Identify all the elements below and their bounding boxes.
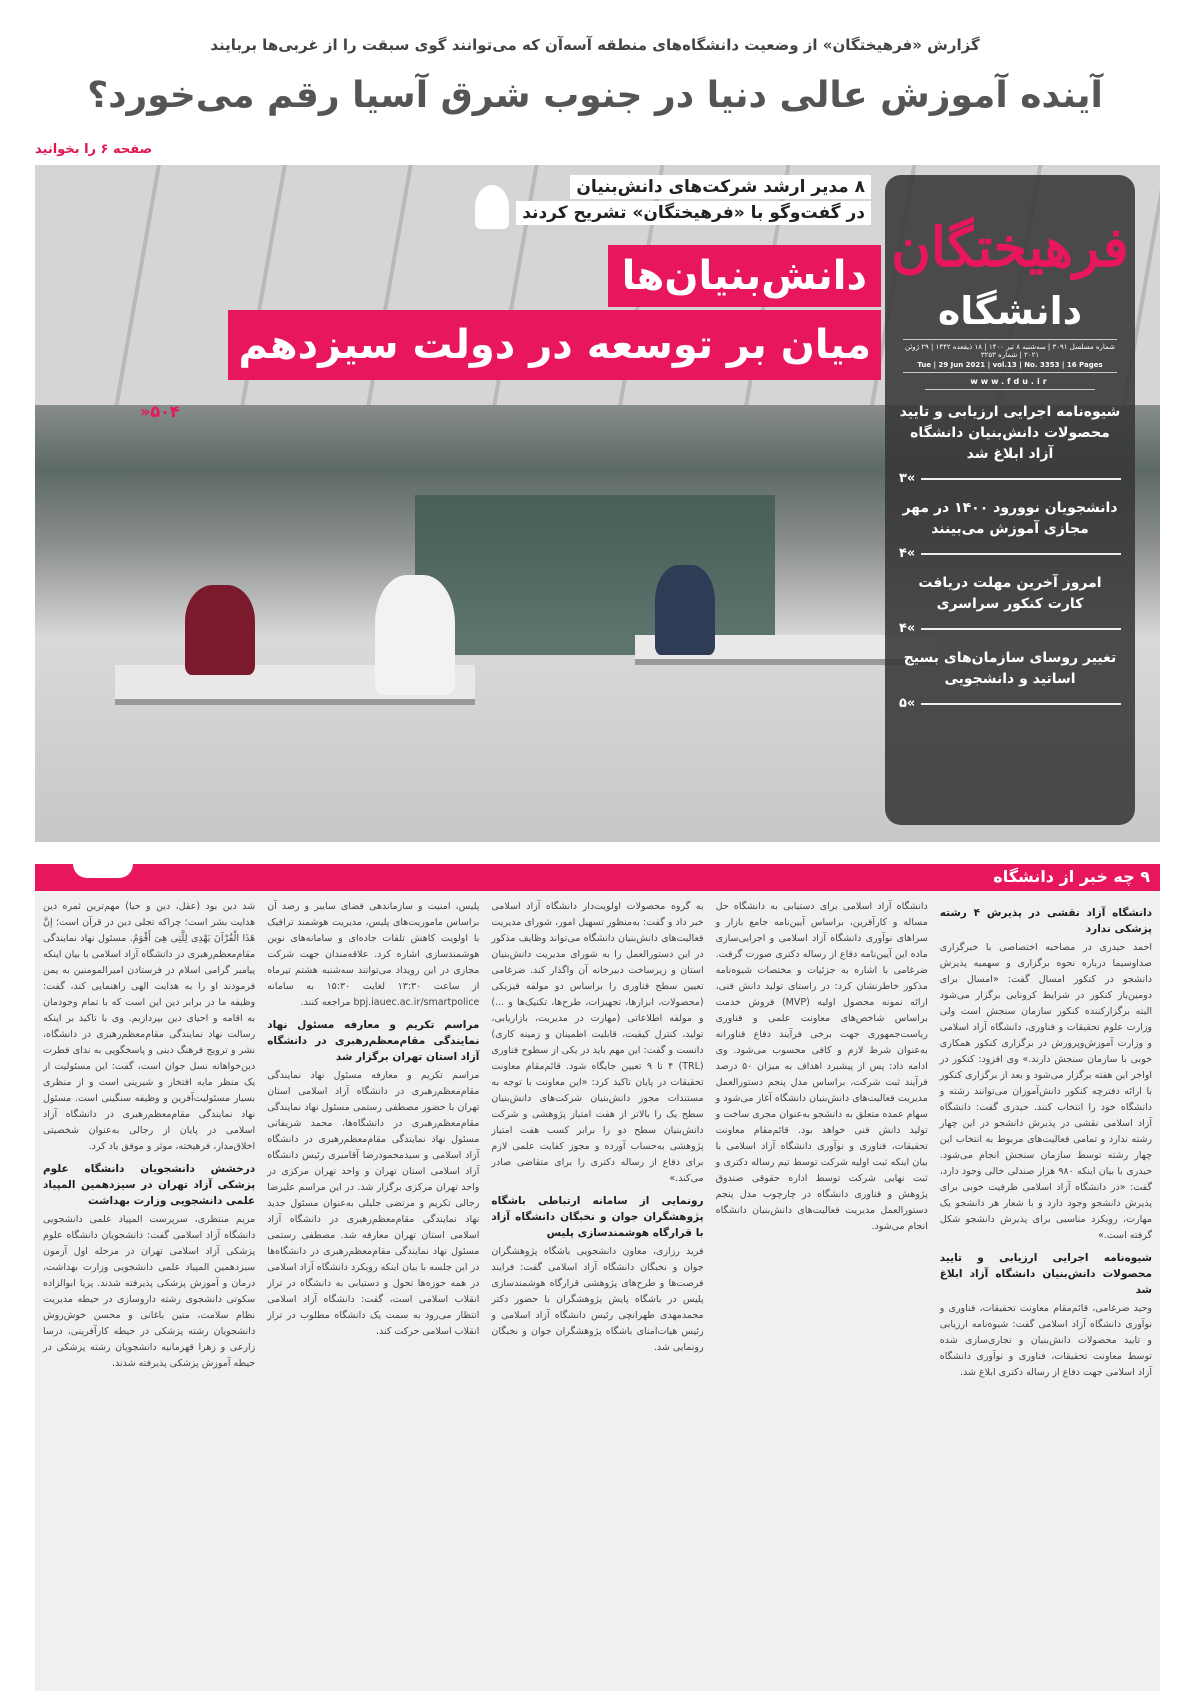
column	[267, 899, 479, 1683]
article-text: احمد حیدری در مصاحبه اختصاصی با خبرگزاری صداوسیما درباره نحوه برگزاری و سهمیه پذیرش دانشجو در کنکور امسال گفت: «امسال برای دومین‌بار کنکور در شرایط کرونایی برگزار می‌شود البته برگزارکننده کنکور سازمان سنجش است ولی وزارت علوم تحقیقات و فناوری، دانشگاه آزاد اسلامی و وزارت آموزش‌وپرورش در برگزاری کنکور همکاری خوبی با سازمان سنجش دارند.» وی افزود: کنکور در اواخر این هفته برگزار می‌شود و بعد از برگزاری کنکور با ارائه دفترچه کنکور دانش‌آموزان می‌توانند رشته و دانشگاه خود را انتخاب کنند. حیدری گفت: دانشگاه آزاد اسلامی نقشی در پذیرش دانشجو در این چهار رشته ندارد و تمامی فعالیت‌های مربوط به انتخاب این چهار رشته توسط سازمان سنجش انجام می‌شود. حیدری با بیان اینکه ۹۸۰ هزار صندلی خالی وجود دارد، گفت: «در دانشگاه آزاد اسلامی ظرفیت خوبی برای پذیرش دانشجو وجود دارد و با شعار هر دانشجو یک مهارت، رویکرد مناسبی برای پذیرش دانشجو شکل گرفته است.»	[939, 942, 1152, 1241]
glass-wall	[415, 495, 775, 655]
article-text: شد دین بود (عقل، دین و حیا) مهم‌ترین ثمره دین هدایت بشر است؛ چراکه تجلی دین در قرآن است؛ إنَّ هَذَا الْقُرْآنَ یَهْدِی لِلَّتِی هِیَ أَقْوَمُ. مسئول نهاد نمایندگی مقام‌معظم‌رهبری در دانشگاه آزاد اسلامی با بیان اینکه پیامبر گرامی اسلام در فرستادن امیرالمومنین به یمن فرمودند او را به هدایت الهی راهنمایی کند، گفت: وظیفه ما در برابر دین این است که با تمام وجودمان به اقامه و احیای دین بپردازیم. وی با تاکید بر اینکه رسالت نهاد نمایندگی مقام‌معظم‌رهبری در دانشگاه، نشر و ترویج فرهنگ دینی و پاسخگویی به ندای فطرت دین‌خواهانه نسل جوان است، گفت: این مسئولیت از یک منظر مایه افتخار و شیرینی است و از منظری بسیار مسئولیت‌آفرین و وظیفه سنگینی است. مسئول نهاد نمایندگی مقام‌معظم‌رهبری در دانشگاه آزاد اسلامی در پایان از رجالی به‌عنوان شخصیتی اخلاق‌مدار، فرهیخته، موثر و موفق یاد کرد.	[42, 901, 256, 1152]
article-text: مریم منتظری، سرپرست المپیاد علمی دانشجویی دانشگاه آزاد اسلامی گفت: دانشجویان دانشگاه علوم پزشکی آزاد اسلامی تهران در مرحله اول آزمون سیزدهمین المپیاد علمی دانشجویی وزارت بهداشت، درمان و آموزش پزشکی پذیرفته شدند. پریا ابوالزاده سکوتی دانشجوی رشته داروسازی در حیطه مدیریت نظام سلامت، متین باغانی و محسن خوش‌روش دانشجویان رشته پزشکی در حیطه کارآفرینی، درسا زارعی و زهرا قهرمانیه دانشجویان رشته پزشکی در حیطه آموزش پزشکی پذیرفته شدند.	[42, 1214, 256, 1369]
issue-info-fa: شماره مسلسل ۳۰۹۱ | سه‌شنبه ۸ تیر ۱۴۰۰ | ۱۸ ذیقعده ۱۴۴۲ | ۲۹ ژوئن ۲۰۲۱ | شماره ۳۲۵۳	[903, 339, 1117, 359]
article-text: وحید ضرغامی، قائم‌مقام معاونت تحقیقات، فناوری و نوآوری دانشگاه آزاد اسلامی گفت: شیوه‌نامه ارزیابی و تایید محصولات دانش‌بنیان و تجاری‌سازی شده توسط معاونت تحقیقات، فناوری و نوآوری دانشگاه آزاد اسلامی جهت دفاع از رساله دکتری ابلاغ شد.	[939, 1303, 1152, 1378]
teaser[interactable]	[885, 486, 1135, 561]
read-more-link[interactable]: صفحه ۶ را بخوانید	[35, 142, 153, 157]
article-heading[interactable]: رونمایی از سامانه ارتباطی باشگاه پژوهشگران جوان و نخبگان دانشگاه آزاد با قرارگاه هوشمندسازی پلیس	[491, 1195, 704, 1239]
masthead	[885, 175, 1135, 825]
person	[375, 575, 455, 695]
website-url[interactable]: www.fdu.ir	[925, 377, 1095, 390]
teaser-page: ۵«	[899, 696, 916, 711]
issue-info-en: Tue | 29 Jun 2021 | vol.13 | No. 3353 | 16 Pages	[903, 359, 1117, 373]
article-text: پلیس، امنیت و سازماندهی فضای سایبر و رصد آن براساس ماموریت‌های پلیس، مدیریت هوشمند ترافیک با اولویت کاهش تلفات جاده‌ای و سامانه‌های نوین هوشمندسازی اشاره کرد. علاقه‌مندان جهت شرکت مجازی در این رویداد می‌توانند سه‌شنبه هشتم تیرماه از ساعت ۱۳:۳۰ لغایت ۱۵:۳۰ به سامانه bpj.iauec.ac.ir/smartpolice مراجعه کنند.	[267, 901, 480, 1008]
column	[43, 899, 255, 1683]
article-text: دانشگاه آزاد اسلامی برای دستیابی به دانشگاه حل مساله و کارآفرین، براساس آیین‌نامه جامع بازار و سراهای نوآوری دانشگاه آزاد اسلامی و اجرایی‌سازی ماده این آیین‌نامه دفاع از رساله دکتری صورت گرفت. ضرغامی با اشاره به جزئیات و مختصات شیوه‌نامه مذکور خاطرنشان کرد: در راستای تولید دانش فنی، ارائه نمونه محصول اولیه (MVP) فروش خدمت براساس شاخص‌های معاونت علمی و فناوری ریاست‌جمهوری جهت برخی فرآیند دفاع فناورانه به‌عنوان شرط لازم و کافی محسوب می‌شود. وی ادامه داد: پس از پیشبرد اهداف به میزان ۵۰ درصد فرآیند ثبت شرکت، براساس مدل پنجم دستورالعمل مدیریت فعالیت‌های دانش‌بنیان دانشگاه آغاز می‌شود و سهام عمده متعلق به دانشجو به‌عنوان مجری ساخت و تولید دانش فنی خواهد بود. قائم‌مقام معاونت تحقیقات، فناوری و نوآوری دانشگاه آزاد اسلامی با بیان اینکه ثبت اولیه شرکت توسط تیم رساله دکتری و ثبت نهایی شرکت توسط اداره حقوقی صندوق پژوهش و فناوری دانشگاه در چارچوب مدل پنجم دستورالعمل مدیریت فعالیت‌های دانش‌بنیان دانشگاه انجام می‌شود.	[715, 901, 928, 1232]
article-text: فرید رزازی، معاون دانشجویی باشگاه پژوهشگران جوان و نخبگان دانشگاه آزاد اسلامی گفت: فرایند فرصت‌ها و طرح‌های پژوهشی قرارگاه هوشمندسازی پلیس در باشگاه پایش پژوهشگران با حضور دکتر محمدمهدی طهرانچی رئیس دانشگاه آزاد اسلامی و رئیس هیات‌امنای باشگاه پژوهشگران جوان و نخبگان رونمایی شد.	[491, 1246, 704, 1353]
column	[491, 899, 703, 1683]
news-columns	[35, 891, 1160, 1691]
section-title: ۹ چه خبر از دانشگاه	[993, 867, 1150, 886]
cover-title-line2[interactable]: میان بر توسعه در دولت سیزدهم	[228, 310, 881, 380]
teaser-page: ۴«	[899, 621, 916, 636]
divider	[921, 703, 1121, 705]
band-notch	[73, 864, 133, 878]
teaser-page: ۳«	[899, 471, 916, 486]
article-text: به گروه محصولات اولویت‌دار دانشگاه آزاد اسلامی خبر داد و گفت: به‌منظور تسهیل امور، شورای مدیریت فعالیت‌های دانش‌بنیان دانشگاه می‌تواند وظایف مذکور در این دستورالعمل را به شورای مدیریت دانش‌بنیان استان و زیرساخت دبیرخانه آن واگذار کند. ضرغامی تعیین سطح فناوری را براساس دو مولفه فیزیکی (محصولات، ابزارها، تجهیزات، طرح‌ها، تکنیک‌ها و ...) و مولفه اطلاعاتی (مهارت در مدیریت، بازاریابی، تولید، کنترل کیفیت، قابلیت اطمینان و زمینه کاری) دانست و گفت: این مهم باید در یکی از سطوح فناوری (TRL) ۴ تا ۹ تعیین جایگاه شود. قائم‌مقام معاونت تحقیقات در پایان تاکید کرد: «این معاونت با توجه به مستندات مجوز دانش‌بنیان شرکت‌های دانش‌بنیان سطح یک را بالاتر از هفت امتیاز پژوهشی و شرکت دانش‌بنیان سطح دو را برابر کسب هفت امتیاز پژوهشی به‌حساب آورده و مجوز کفایت علمی لازم برای دفاع از رساله دکتری را برای متقاضی صادر می‌کند.»	[491, 901, 704, 1184]
article-heading[interactable]: دانشگاه آزاد نقشی در پذیرش ۴ رشته پزشکی ندارد	[939, 907, 1153, 935]
divider	[921, 628, 1121, 630]
article-heading[interactable]: شیوه‌نامه اجرایی ارزیابی و تایید محصولات دانش‌بنیان دانشگاه آزاد ابلاغ شد	[939, 1252, 1152, 1296]
article-text: مراسم تکریم و معارفه مسئول نهاد نمایندگی مقام‌معظم‌رهبری در دانشگاه آزاد اسلامی استان تهران با حضور مصطفی رستمی مسئول نهاد نمایندگی مقام‌معظم‌رهبری در دانشگاه‌ها، محمد شریفانی مسئول نهاد نمایندگی مقام‌معظم‌رهبری در دانشگاه آزاد اسلامی و سیدمحمودرضا آقامیری رئیس دانشگاه آزاد اسلامی استان تهران و واحد تهران مرکزی در واحد تهران مرکزی برگزار شد. در این مراسم علیرضا رجالی تکریم و مرتضی جلیلی به‌عنوان مسئول جدید نهاد نمایندگی مقام‌معظم‌رهبری در دانشگاه آزاد اسلامی استان تهران معارفه شد. مصطفی رستمی مسئول نهاد نمایندگی مقام‌معظم‌رهبری در دانشگاه‌ها در این جلسه با بیان اینکه رویکرد دانشگاه آزاد اسلامی در همه حوزه‌ها تحول و دستیابی به دانشگاه در تراز انقلاب اسلامی است، گفت: دانشگاه آزاد اسلامی انتظار می‌رود به سمت یک دانشگاه مطلوب در تراز انقلاب اسلامی حرکت کند.	[267, 1070, 480, 1337]
teaser-title: شیوه‌نامه اجرایی ارزیابی و تایید محصولات دانش‌بنیان دانشگاه آزاد ابلاغ شد	[899, 404, 1121, 462]
cover-title-line1[interactable]: دانش‌بنیان‌ها	[608, 245, 881, 307]
deck-line: در گفت‌وگو با «فرهیختگان» تشریح کردند	[516, 201, 871, 225]
deck-line: ۸ مدیر ارشد شرکت‌های دانش‌بنیان	[570, 175, 871, 199]
person	[185, 585, 255, 675]
logo-daneshgah: دانشگاه	[937, 289, 1083, 333]
teaser-page: ۴«	[899, 546, 916, 561]
teaser[interactable]	[885, 390, 1135, 486]
kicker: گزارش «فرهیختگان» از وضعیت دانشگاه‌های منطقه آسه‌آن که می‌توانند گوی سبقت را از غربی‌ها بربایند	[210, 36, 980, 54]
logo-farhikhtegan: فرهیختگان	[891, 215, 1129, 279]
cover-pages: ۵۰۴«	[140, 402, 180, 421]
article-heading[interactable]: درخشش دانشجویان دانشگاه علوم پزشکی آزاد تهران در سیزدهمین المپیاد علمی دانشجویی وزارت بهداشت	[42, 1163, 256, 1207]
teaser[interactable]	[885, 636, 1135, 711]
teaser-title: امروز آخرین مهلت دریافت کارت کنکور سراسری	[918, 575, 1102, 612]
person	[655, 565, 715, 655]
column	[716, 899, 928, 1683]
teaser-title: تغییر روسای سازمان‌های بسیج اساتید و دانشجویی	[903, 650, 1117, 687]
column	[940, 899, 1152, 1683]
headline[interactable]: آینده آموزش عالی دنیا در جنوب شرق آسیا رقم می‌خورد؟	[87, 75, 1103, 116]
article-heading[interactable]: مراسم تکریم و معارفه مسئول نهاد نمایندگی مقام‌معظم‌رهبری در دانشگاه آزاد استان تهران برگزار شد	[267, 1019, 480, 1063]
teaser[interactable]	[885, 561, 1135, 636]
section-header	[35, 864, 1160, 891]
divider	[921, 553, 1121, 555]
teaser-title: دانشجویان نوورود ۱۴۰۰ در مهر مجازی آموزش می‌بینند	[902, 500, 1118, 537]
divider	[921, 478, 1121, 480]
lamp-icon	[475, 185, 509, 229]
cover-deck	[516, 175, 871, 227]
